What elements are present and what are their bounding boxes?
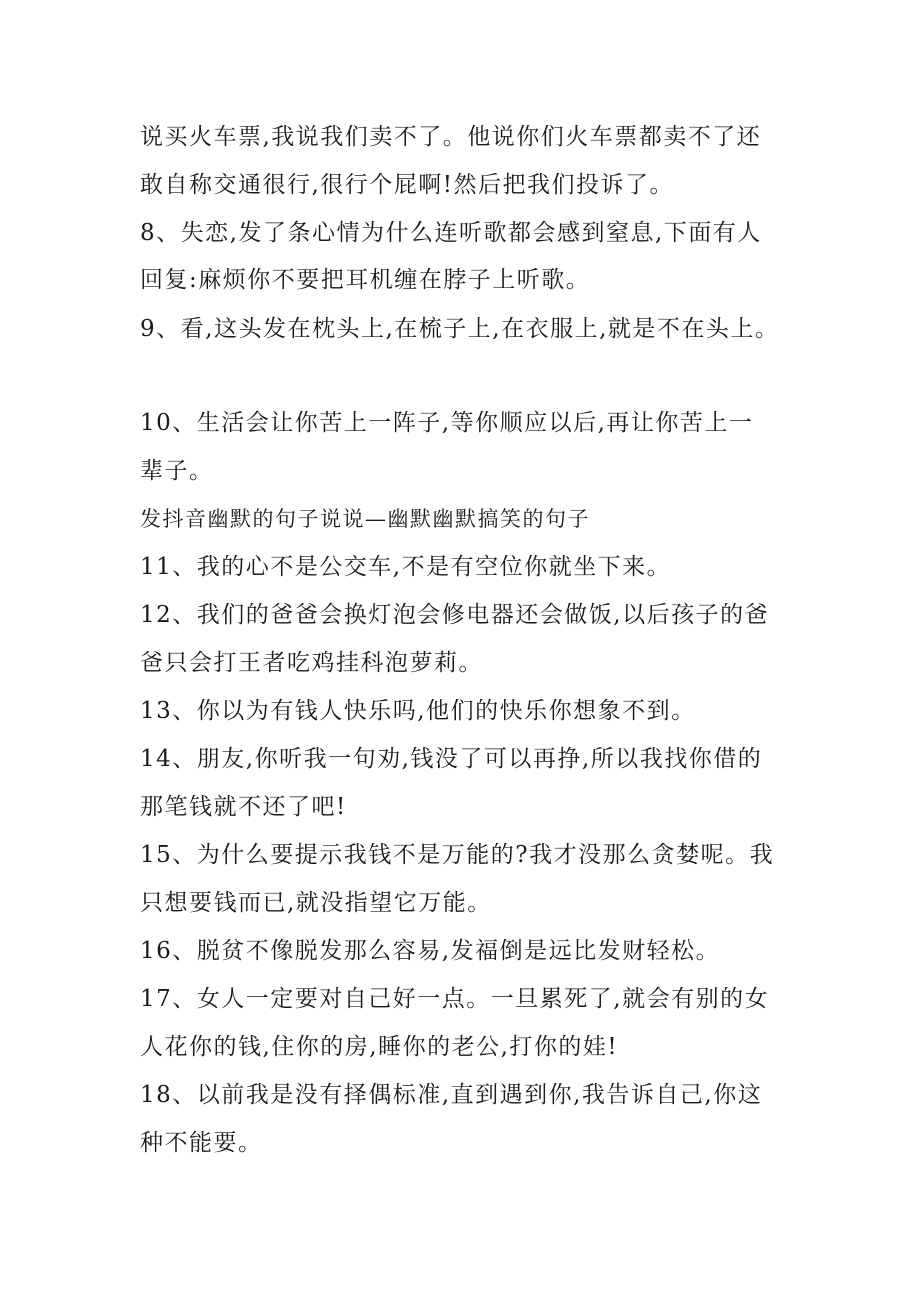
- list-item-9: 9、看,这头发在枕头上,在梳子上,在衣服上,就是不在头上。: [140, 316, 780, 342]
- list-item-15: 15、为什么要提示我钱不是万能的?我才没那么贪婪呢。我: [140, 842, 775, 868]
- list-item-12: 12、我们的爸爸会换灯泡会修电器还会做饭,以后孩子的爸: [140, 602, 770, 628]
- list-item-17: 17、女人一定要对自己好一点。一旦累死了,就会有别的女: [140, 986, 770, 1012]
- list-item-18: 18、以前我是没有择偶标准,直到遇到你,我告诉自己,你这: [140, 1082, 763, 1108]
- list-item-13: 13、你以为有钱人快乐吗,他们的快乐你想象不到。: [140, 698, 696, 724]
- list-item-14: 14、朋友,你听我一句劝,钱没了可以再挣,所以我找你借的: [140, 746, 763, 772]
- list-item-10: 10、生活会让你苦上一阵子,等你顺应以后,再让你苦上一: [140, 410, 754, 436]
- text-line: 辈子。: [140, 458, 214, 484]
- text-line: 爸只会打王者吃鸡挂科泡萝莉。: [140, 650, 483, 676]
- text-line: 只想要钱而已,就没指望它万能。: [140, 890, 492, 916]
- text-line: 说买火车票,我说我们卖不了。他说你们火车票都卖不了还: [140, 124, 762, 150]
- text-line: 回复:麻烦你不要把耳机缠在脖子上听歌。: [140, 267, 591, 293]
- list-item-8: 8、失恋,发了条心情为什么连听歌都会感到窒息,下面有人: [140, 220, 762, 246]
- list-item-16: 16、脱贫不像脱发那么容易,发福倒是远比发财轻松。: [140, 938, 721, 964]
- text-line: 种不能要。: [140, 1130, 263, 1156]
- text-line: 那笔钱就不还了吧!: [140, 794, 347, 820]
- section-subtitle: 发抖音幽默的句子说说—幽默幽默搞笑的句子: [140, 507, 590, 531]
- text-line: 人花你的钱,住你的房,睡你的老公,打你的娃!: [140, 1034, 619, 1060]
- list-item-11: 11、我的心不是公交车,不是有空位你就坐下来。: [140, 554, 672, 580]
- text-line: 敢自称交通很行,很行个屁啊!然后把我们投诉了。: [140, 172, 675, 198]
